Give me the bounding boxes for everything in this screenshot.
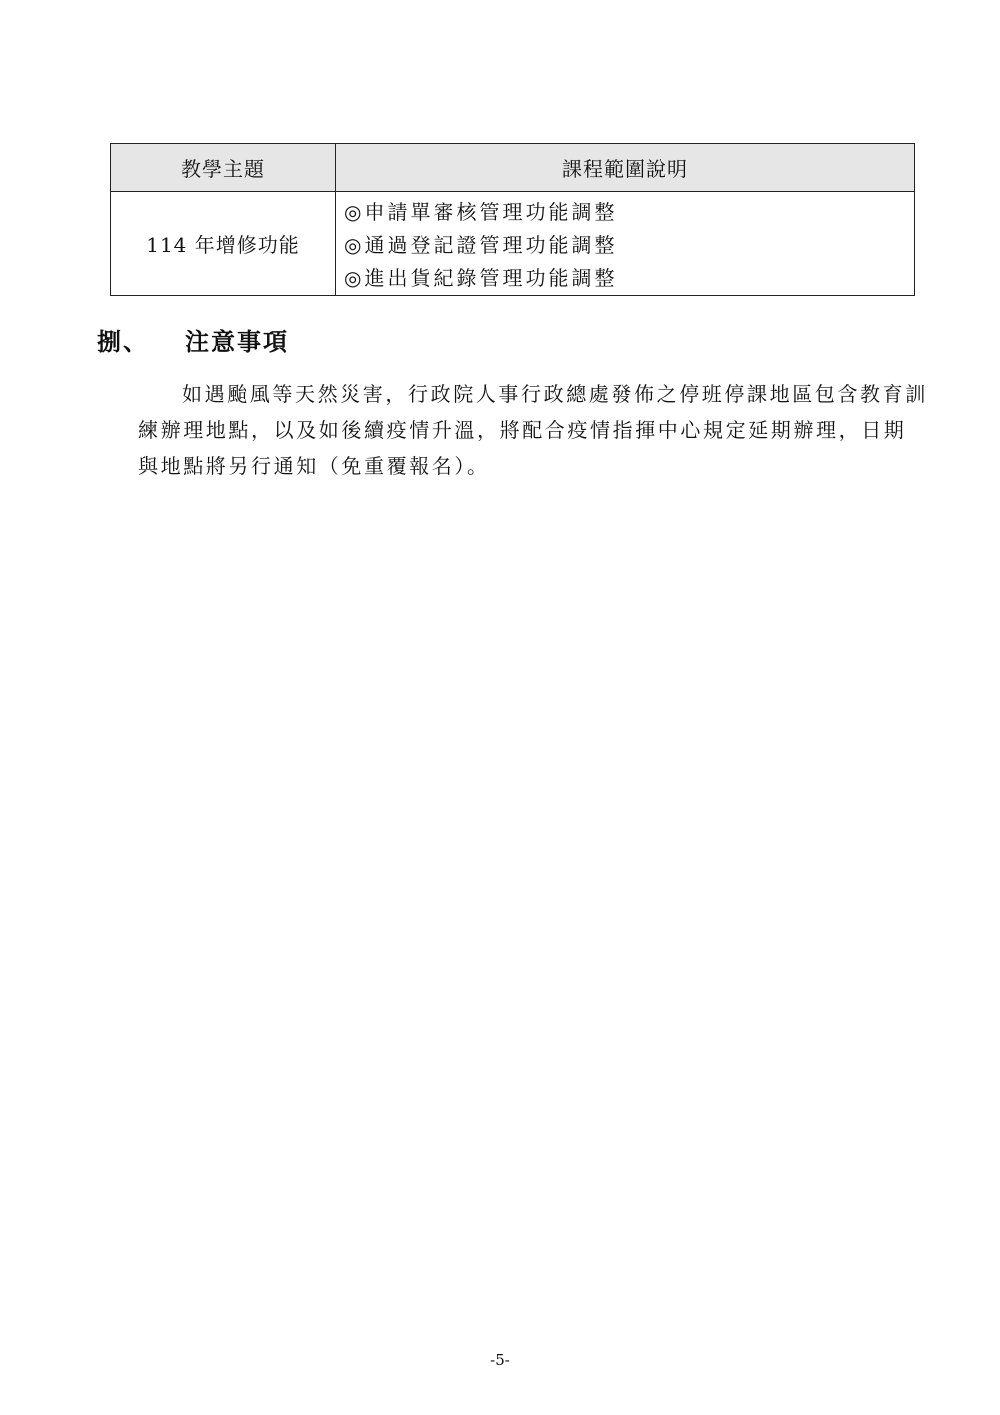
header-scope: 課程範圍說明 (336, 144, 915, 192)
table-row (111, 192, 915, 296)
notice-paragraph: 如遇颱風等天然災害，行政院人事行政總處發佈之停班停課地區包含教育訓練辦理地點，以及如後續疫情升溫，將配合疫情指揮中心規定延期辦理，日期與地點將另行通知（免重覆報名）。 (138, 382, 928, 478)
section-number: 捌、 (97, 328, 149, 356)
section-heading (97, 322, 289, 357)
table-header-row (111, 144, 915, 192)
scope-item: ◎通過登記證管理功能調整 (344, 233, 618, 257)
header-topic: 教學主題 (111, 144, 336, 192)
page-number: -5- (490, 1351, 510, 1369)
scope-item: ◎進出貨紀錄管理功能調整 (344, 266, 618, 290)
topic-cell: 114 年增修功能 (111, 192, 336, 296)
course-table (110, 143, 915, 296)
section-title: 注意事項 (185, 328, 289, 356)
scope-item: ◎申請單審核管理功能調整 (344, 200, 618, 224)
scope-cell (336, 192, 915, 296)
